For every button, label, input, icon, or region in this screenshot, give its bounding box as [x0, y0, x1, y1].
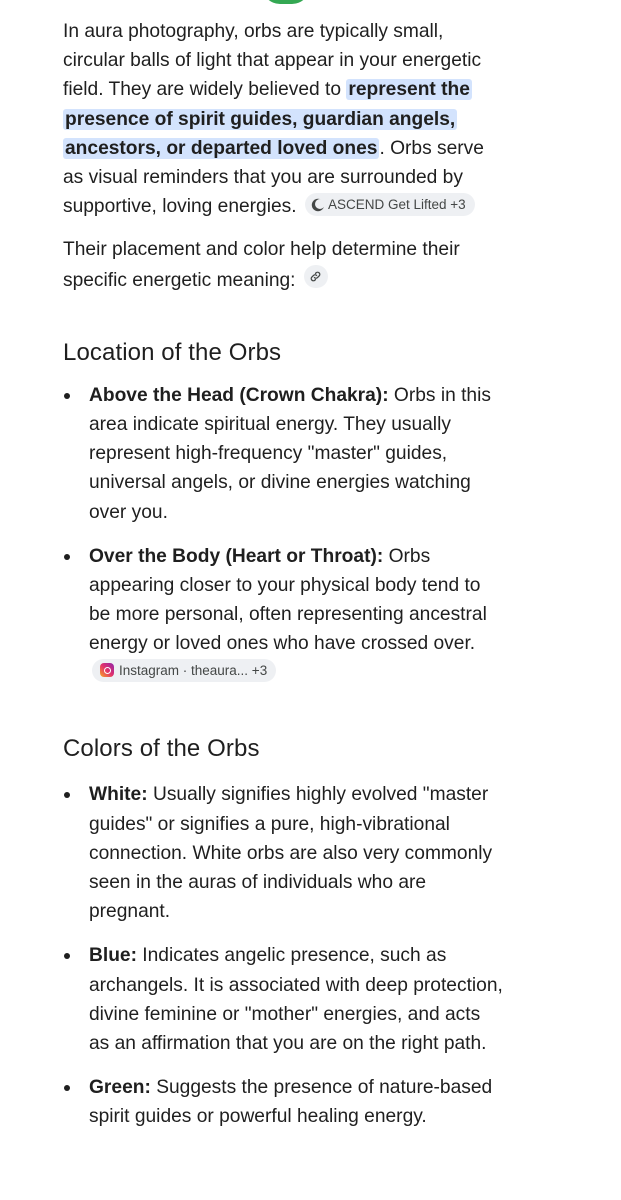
list-item-term: Over the Body (Heart or Throat):: [89, 545, 384, 567]
intro-paragraph: [63, 17, 503, 221]
instagram-icon: [100, 663, 114, 677]
list-item: [63, 780, 503, 926]
source-chip-label: ASCEND Get Lifted +3: [327, 196, 466, 212]
source-chip-instagram[interactable]: [92, 659, 276, 682]
list-item: [63, 941, 503, 1058]
placement-text: Their placement and color help determine their specific energetic meaning:: [63, 239, 460, 291]
list-item-term: Above the Head (Crown Chakra):: [89, 384, 389, 406]
list-item-term: Blue:: [89, 945, 137, 967]
section-heading-colors: Colors of the Orbs: [63, 735, 260, 763]
colors-list: [63, 780, 503, 1131]
highlighted-answer: represent the presence of spirit guides, guardian angels, ancestors, or departed loved ones: [65, 79, 470, 159]
list-item-text: Suggests the presence of nature-based spirit guides or powerful healing energy.: [89, 1077, 493, 1128]
source-chip-ascend[interactable]: [305, 193, 475, 216]
list-item: [63, 1073, 503, 1131]
link-chip[interactable]: [304, 265, 328, 288]
list-item: [63, 542, 503, 690]
list-item-term: White:: [89, 784, 148, 806]
list-item-text: Orbs in this area indicate spiritual energy. They usually represent high-frequency "master" guides, universal angels, or divine energies watching over you.: [89, 384, 491, 523]
link-icon: [309, 270, 322, 283]
location-list: [63, 381, 503, 690]
intro-text-after: . Orbs serve as visual reminders that you are surrounded by supportive, loving energies.: [63, 137, 484, 218]
placement-paragraph: [63, 235, 503, 294]
list-item-term: Green:: [89, 1077, 151, 1099]
moon-icon: [315, 199, 325, 209]
intro-text-before: In aura photography, orbs are typically small, circular balls of light that appear in your energetic field. They are widely believed to: [63, 21, 482, 101]
list-item-text: Indicates angelic presence, such as archangels. It is associated with deep protection, divine feminine or "mother" energies, and acts as an affirmation that you are on the right path.: [89, 945, 503, 1054]
ai-answer-content: [63, 0, 503, 1132]
source-chip-label: Instagram · theaura... +3: [119, 662, 268, 678]
list-item-text: Orbs appearing closer to your physical body tend to be more personal, often representing ancestral energy or loved ones who have crossed over.: [89, 545, 487, 655]
list-item-text: Usually signifies highly evolved "master guides" or signifies a pure, high-vibrational connection. White orbs are also very commonly seen in the auras of individuals who are pregnant.: [89, 784, 493, 923]
list-item: [63, 381, 503, 527]
section-heading-location: Location of the Orbs: [63, 338, 282, 366]
